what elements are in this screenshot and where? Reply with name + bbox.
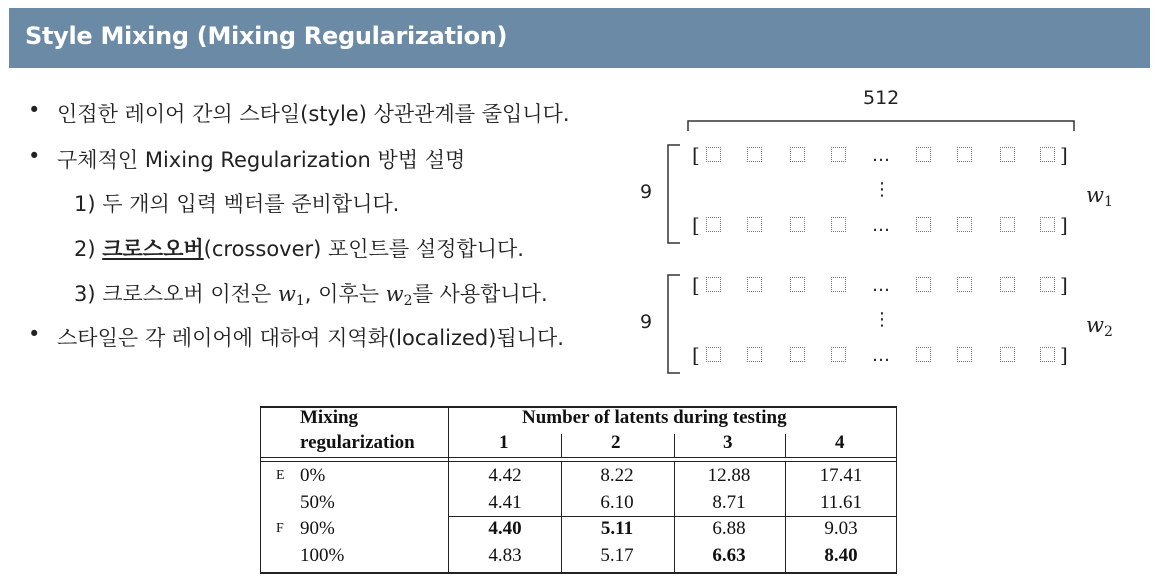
row-label: 0% xyxy=(300,465,326,486)
width-label: 512 xyxy=(863,87,900,109)
latent-cell xyxy=(1000,217,1015,232)
sub-item: 1) 두 개의 입력 벡터를 준비합니다. xyxy=(74,192,400,216)
left-bracket: [ xyxy=(692,273,700,297)
bullet-dot-icon: • xyxy=(28,144,41,168)
column-header: 1 xyxy=(499,432,509,453)
latent-cell xyxy=(747,147,762,162)
table-cell: 11.61 xyxy=(819,492,863,513)
sub-item-suffix: (crossover) 포인트를 설정합니다. xyxy=(203,237,524,261)
table-cell: 4.40 xyxy=(488,518,522,539)
latent-cell xyxy=(747,347,762,362)
slide-header xyxy=(9,8,1150,68)
latent-cell xyxy=(1000,277,1015,292)
table-cell: 4.83 xyxy=(488,545,522,566)
latent-cell xyxy=(1040,147,1055,162)
latent-cell xyxy=(706,347,721,362)
sub-item-prefix: 3) 크로스오버 이전은 xyxy=(74,282,278,306)
horizontal-ellipsis: … xyxy=(872,275,890,296)
latent-cell xyxy=(916,147,931,162)
table-cell: 4.41 xyxy=(488,492,522,513)
w1-symbol: $w_1$ xyxy=(277,282,305,309)
bullet-dot-icon: • xyxy=(28,322,41,346)
crossover-term: 크로스오버 xyxy=(102,237,204,261)
sub-item-middle: , 이후는 xyxy=(304,282,386,306)
row-label: 90% xyxy=(300,518,335,539)
latent-cell xyxy=(706,217,721,232)
latent-cell xyxy=(1040,217,1055,232)
left-bracket: [ xyxy=(692,213,700,237)
header-latents: Number of latents during testing xyxy=(522,407,787,428)
table-cell: 6.10 xyxy=(600,492,634,513)
right-bracket: ] xyxy=(1060,143,1068,167)
horizontal-ellipsis: … xyxy=(872,345,890,366)
column-header: 3 xyxy=(723,432,733,453)
horizontal-ellipsis: … xyxy=(872,215,890,236)
row-tag: E xyxy=(276,468,285,483)
bullet-text: 스타일은 각 레이어에 대하여 지역화(localized)됩니다. xyxy=(57,326,564,350)
results-table xyxy=(260,406,897,573)
table-cell: 5.17 xyxy=(600,545,634,566)
latent-cell xyxy=(747,277,762,292)
table-cell: 5.11 xyxy=(600,518,634,539)
right-bracket: ] xyxy=(1060,213,1068,237)
w1-label: $w_1$ xyxy=(1086,183,1113,210)
latent-cell xyxy=(747,217,762,232)
column-header: 4 xyxy=(835,432,845,453)
right-bracket: ] xyxy=(1060,343,1068,367)
sub-item-suffix: 를 사용합니다. xyxy=(412,282,548,306)
latent-cell xyxy=(1040,277,1055,292)
left-bracket: [ xyxy=(692,343,700,367)
header-mixing: Mixing xyxy=(300,407,359,428)
rows-label-w1: 9 xyxy=(640,181,653,203)
latent-cell xyxy=(916,217,931,232)
table-cell: 8.40 xyxy=(824,545,858,566)
row-label: 100% xyxy=(300,545,345,566)
latent-cell xyxy=(706,277,721,292)
row-label: 50% xyxy=(300,492,335,513)
w2-symbol: $w_2$ xyxy=(385,282,413,309)
bullet-text: 인접한 레이어 간의 스타일(style) 상관관계를 줄입니다. xyxy=(57,102,570,126)
latent-cell xyxy=(831,347,846,362)
latent-matrix-diagram xyxy=(630,85,1150,385)
sub-item-prefix: 2) xyxy=(74,237,103,261)
latent-cell xyxy=(831,277,846,292)
latent-cell xyxy=(1000,347,1015,362)
latent-cell xyxy=(957,277,972,292)
sub-item xyxy=(74,233,524,263)
table-cell: 6.88 xyxy=(712,518,746,539)
sub-item xyxy=(74,278,548,309)
latent-cell xyxy=(790,147,805,162)
table-cell: 6.63 xyxy=(712,545,746,566)
latent-cell xyxy=(790,217,805,232)
vertical-ellipsis: ⋮ xyxy=(873,309,891,330)
row-tag: F xyxy=(276,521,284,536)
w2-label: $w_2$ xyxy=(1086,313,1113,340)
vertical-ellipsis: ⋮ xyxy=(873,179,891,200)
horizontal-ellipsis: … xyxy=(872,145,890,166)
table-cell: 17.41 xyxy=(819,465,863,486)
latent-cell xyxy=(957,217,972,232)
left-bracket: [ xyxy=(692,143,700,167)
latent-cell xyxy=(831,147,846,162)
latent-cell xyxy=(916,277,931,292)
latent-cell xyxy=(957,147,972,162)
table-cell: 9.03 xyxy=(824,518,858,539)
rows-label-w2: 9 xyxy=(640,311,653,333)
latent-cell xyxy=(706,147,721,162)
table-cell: 8.71 xyxy=(712,492,746,513)
latent-cell xyxy=(1040,347,1055,362)
bracket-lines xyxy=(630,85,1150,385)
latent-cell xyxy=(1000,147,1015,162)
table-cell: 12.88 xyxy=(707,465,751,486)
bullet-dot-icon: • xyxy=(28,98,41,122)
latent-cell xyxy=(957,347,972,362)
latent-cell xyxy=(790,347,805,362)
latent-cell xyxy=(790,277,805,292)
header-regularization: regularization xyxy=(300,432,415,453)
latent-cell xyxy=(916,347,931,362)
column-header: 2 xyxy=(611,432,621,453)
slide-title: Style Mixing (Mixing Regularization) xyxy=(25,22,508,50)
latent-cell xyxy=(831,217,846,232)
right-bracket: ] xyxy=(1060,273,1068,297)
table-cell: 4.42 xyxy=(488,465,522,486)
table-cell: 8.22 xyxy=(600,465,634,486)
bullet-text: 구체적인 Mixing Regularization 방법 설명 xyxy=(57,148,466,172)
